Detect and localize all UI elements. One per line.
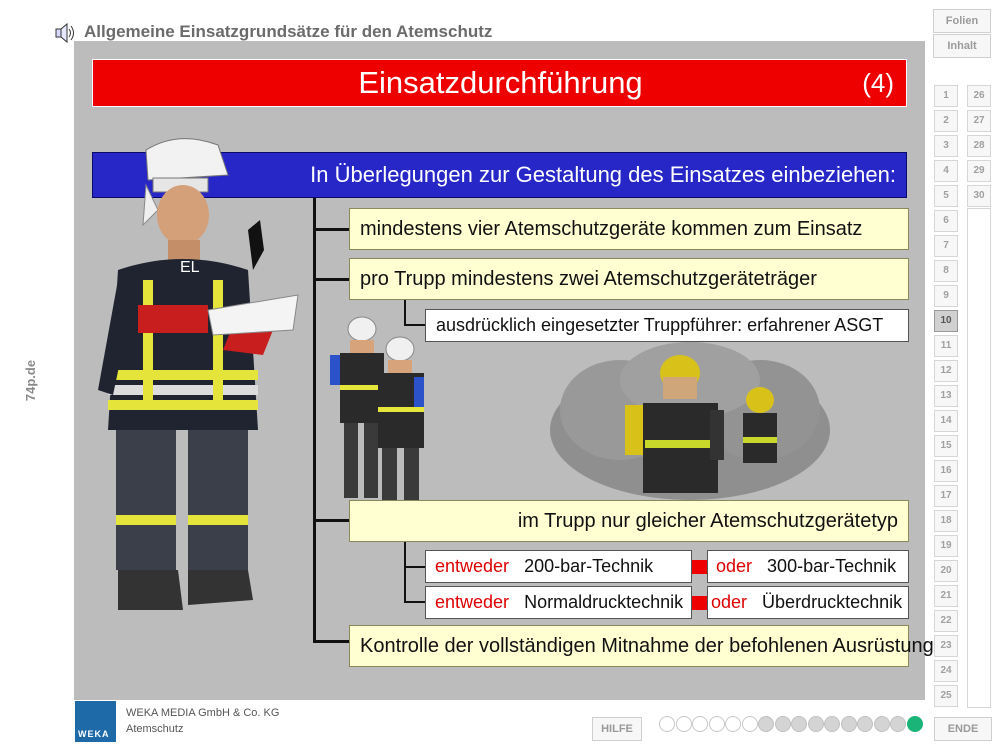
firefighters-in-smoke-illustration — [615, 345, 805, 495]
page-button-25[interactable]: 25 — [934, 685, 958, 707]
progress-dot — [676, 716, 692, 732]
slide-title: Einsatzdurchführung — [358, 65, 643, 100]
footer-product: Atemschutz — [126, 723, 184, 735]
page-button-9[interactable]: 9 — [934, 285, 958, 307]
progress-dot — [841, 716, 857, 732]
option-box-normaldruck — [425, 586, 692, 619]
side-label-text: 74p.de — [23, 359, 39, 402]
point-box-2 — [349, 258, 909, 300]
page-button-16[interactable]: 16 — [934, 460, 958, 482]
either-label-1: entweder — [435, 556, 510, 576]
tree-connector-4 — [313, 640, 349, 643]
weka-logo — [75, 701, 116, 742]
point-box-4 — [349, 625, 934, 667]
page-button-1[interactable]: 1 — [934, 85, 958, 107]
tree-connector-2 — [313, 278, 349, 281]
page-button-4[interactable]: 4 — [934, 160, 958, 182]
progress-dot — [857, 716, 873, 732]
slide-title-bar — [92, 59, 907, 107]
progress-dot — [725, 716, 741, 732]
page-button-14[interactable]: 14 — [934, 410, 958, 432]
progress-dot — [709, 716, 725, 732]
page-button-19[interactable]: 19 — [934, 535, 958, 557]
point-text-4: Kontrolle der vollständigen Mitnahme der befohlenen Ausrüstung — [360, 635, 934, 657]
page-button-24[interactable]: 24 — [934, 660, 958, 682]
slide-number: (4) — [862, 68, 894, 98]
tree-connector-3-sub-h2 — [404, 601, 426, 603]
progress-dot — [791, 716, 807, 732]
page-button-8[interactable]: 8 — [934, 260, 958, 282]
progress-dot — [775, 716, 791, 732]
page-button-18[interactable]: 18 — [934, 510, 958, 532]
firefighter-team-illustration — [322, 315, 442, 530]
option-ueberdruck: Überdrucktechnik — [762, 592, 903, 612]
tree-connector-3 — [313, 519, 349, 522]
point-text-2: pro Trupp mindestens zwei Atemschutzgeräteträger — [360, 268, 817, 290]
page-button-22[interactable]: 22 — [934, 610, 958, 632]
speaker-icon[interactable] — [54, 22, 76, 44]
page-button-20[interactable]: 20 — [934, 560, 958, 582]
connector-red-2 — [692, 596, 708, 610]
page-button-23[interactable]: 23 — [934, 635, 958, 657]
sub-point-box — [425, 309, 909, 342]
option-200bar: 200-bar-Technik — [524, 556, 654, 576]
progress-dot — [890, 716, 906, 732]
tree-connector-main — [313, 198, 316, 642]
progress-dot — [692, 716, 708, 732]
page-button-5[interactable]: 5 — [934, 185, 958, 207]
option-box-300bar — [707, 550, 909, 583]
either-label-2: entweder — [435, 592, 510, 612]
tree-connector-3-sub-h1 — [404, 566, 426, 568]
option-300bar: 300-bar-Technik — [767, 556, 897, 576]
connector-red-1 — [692, 560, 708, 574]
incident-leader-illustration — [88, 130, 313, 640]
or-label-2: oder — [711, 592, 748, 612]
page-button-15[interactable]: 15 — [934, 435, 958, 457]
page-button-27[interactable]: 27 — [967, 110, 991, 132]
app-title: Allgemeine Einsatzgrundsätze für den Atemschutz — [84, 22, 493, 41]
tree-connector-2-sub-v — [404, 300, 406, 326]
progress-dot — [659, 716, 675, 732]
weka-logo-text: WEKA — [78, 729, 110, 739]
page-button-6[interactable]: 6 — [934, 210, 958, 232]
folien-button[interactable]: Folien — [933, 9, 991, 33]
footer-company: WEKA MEDIA GmbH & Co. KG — [126, 707, 280, 719]
sub-point-text: ausdrücklich eingesetzter Truppführer: erfahrener ASGT — [436, 315, 884, 335]
point-text-1: mindestens vier Atemschutzgeräte kommen zum Einsatz — [360, 218, 863, 240]
point-box-1 — [349, 208, 909, 250]
progress-dot — [874, 716, 890, 732]
progress-dot — [758, 716, 774, 732]
page-button-28[interactable]: 28 — [967, 135, 991, 157]
end-button[interactable]: ENDE — [934, 717, 992, 741]
progress-dot — [907, 716, 923, 732]
page-button-10[interactable]: 10 — [934, 310, 958, 332]
page-button-26[interactable]: 26 — [967, 85, 991, 107]
page-button-30[interactable]: 30 — [967, 185, 991, 207]
tree-connector-3-sub-v — [404, 541, 406, 603]
progress-dot — [824, 716, 840, 732]
page-button-11[interactable]: 11 — [934, 335, 958, 357]
page-button-21[interactable]: 21 — [934, 585, 958, 607]
point-text-3: im Trupp nur gleicher Atemschutzgerätetyp — [517, 510, 898, 532]
progress-dot — [742, 716, 758, 732]
progress-dot — [808, 716, 824, 732]
page-button-13[interactable]: 13 — [934, 385, 958, 407]
tree-connector-1 — [313, 228, 349, 231]
page-scrollbar[interactable] — [967, 208, 991, 708]
or-label-1: oder — [716, 556, 753, 576]
page-button-29[interactable]: 29 — [967, 160, 991, 182]
option-normaldruck: Normaldrucktechnik — [524, 592, 684, 612]
leader-badge: EL — [180, 259, 200, 276]
page-button-7[interactable]: 7 — [934, 235, 958, 257]
point-box-3 — [349, 500, 909, 542]
page-button-17[interactable]: 17 — [934, 485, 958, 507]
side-label — [18, 355, 58, 405]
page-button-2[interactable]: 2 — [934, 110, 958, 132]
option-box-ueberdruck — [707, 586, 909, 619]
page-button-12[interactable]: 12 — [934, 360, 958, 382]
page-button-3[interactable]: 3 — [934, 135, 958, 157]
intro-text: In Überlegungen zur Gestaltung des Einsatzes einbeziehen: — [310, 162, 896, 187]
option-box-200bar — [425, 550, 692, 583]
tree-connector-2-sub-h — [404, 324, 426, 326]
inhalt-button[interactable]: Inhalt — [933, 34, 991, 58]
help-button[interactable]: HILFE — [592, 717, 642, 741]
